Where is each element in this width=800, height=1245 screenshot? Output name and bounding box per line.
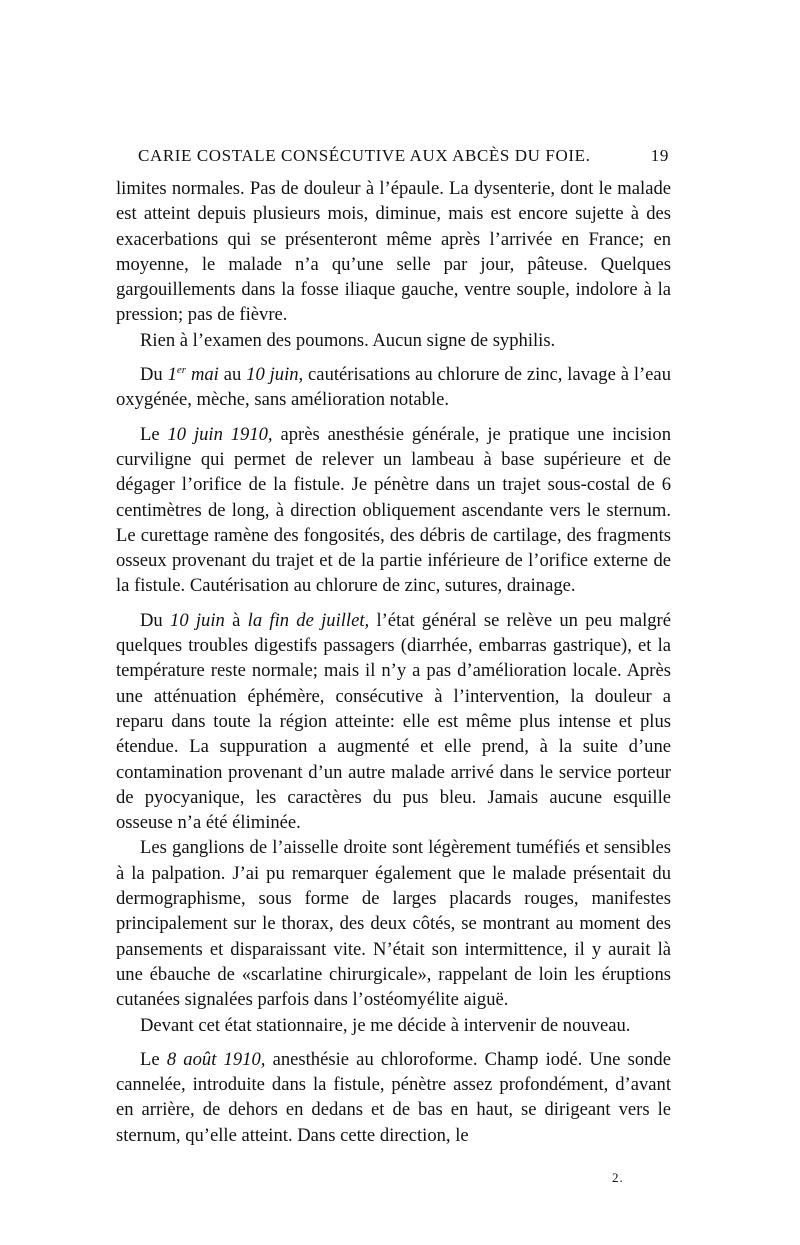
printer-signature: 2. (612, 1170, 624, 1185)
date-1-mai (168, 364, 219, 385)
paragraph-5-lead: Du (140, 609, 171, 631)
paragraph-3 (116, 362, 671, 413)
paragraph-8-lead: Le (140, 1048, 167, 1070)
paragraph-3-rest: cautérisations au chlorure de zinc, lavage à l’eau oxygénée, mèche, sans amélioration notable. (116, 364, 671, 411)
paragraph-1: limites normales. Pas de douleur à l’épaule. La dysenterie, dont le malade est atteint depuis plusieurs mois, diminue, mais est encore sujette à des exacerbations qui se présenteront même après l’arrivée en France; en moyenne, le malade n’a qu’une selle par jour, pâteuse. Quelques gargouillements dans la fosse iliaque gauche, ventre souple, indolore à la pression; pas de fièvre. (116, 178, 671, 326)
paragraph-2: Rien à l’examen des poumons. Aucun signe de syphilis. (140, 329, 556, 351)
paragraph-5-mid: à (224, 609, 248, 631)
page-number: 19 (650, 146, 669, 165)
date-1-mai-month: mai (186, 364, 219, 386)
date-fin-juillet: la fin de juillet, (247, 609, 370, 631)
page (116, 146, 671, 1148)
paragraph-4 (116, 422, 671, 599)
paragraph-8-rest: anesthésie au chloroforme. Champ iodé. Une sonde cannelée, introduite dans la fistule, pénètre assez profondément, d’avant en arrière, de dehors en dedans et de bas en haut, se dirigeant vers le sternum, qu’elle atteint. Dans cette direction, le (116, 1048, 671, 1146)
date-10-juin-b: 10 juin (170, 609, 225, 631)
paragraph-5 (116, 608, 671, 836)
body-text (116, 176, 671, 1148)
date-10-juin-1910: 10 juin 1910, (167, 423, 273, 445)
paragraph-3-lead-b: au (218, 364, 247, 386)
paragraph-6: Les ganglions de l’aisselle droite sont légèrement tuméfiés et sensibles à la palpation. J’ai pu remarquer également que le malade présentait du dermographisme, sous forme de larges placards rouges, manifestes principalement sur le thorax, des deux côtés, se montrant au moment des pansements et disparaissant vite. N’était son intermittence, il y aurait là une ébauche de «scarlatine chirurgicale», rappelant de loin les éruptions cutanées signalées parfois dans l’ostéomyélite aiguë. (116, 837, 671, 1011)
date-8-aout-1910: 8 août 1910, (166, 1048, 266, 1070)
date-1-mai-day: 1 (167, 364, 177, 386)
paragraph-4-rest: après anesthésie générale, je pratique une incision curviligne qui permet de relever un lambeau à base supérieure et de dégager l’orifice de la fistule. Je pénètre dans un trajet sous-costal de 6 centimètres de long, à direction obliquement ascendante vers le sternum. Le curettage ramène des fongosités, des débris de cartilage, des fragments osseux provenant du trajet et de la partie inférieure de l’orifice externe de la fistule. Cautérisation au chlorure de zinc, sutures, drainage. (116, 423, 671, 597)
paragraph-8 (116, 1047, 671, 1148)
running-title: CARIE COSTALE CONSÉCUTIVE AUX ABCÈS DU FOIE. (138, 146, 591, 165)
paragraph-5-rest: l’état général se relève un peu malgré quelques troubles digestifs passagers (diarrhée, embarras gastrique), et la température reste normale; mais il n’y a pas d’amélioration locale. Après une atténuation éphémère, consécutive à l’intervention, la douleur a reparu dans toute la région atteinte: elle est même plus intense et plus étendue. La suppuration a augmenté et elle prend, à la suite d’une contamination provenant d’un autre malade arrivé dans le service porteur de pyocyanique, les caractères du pus bleu. Jamais aucune esquille osseuse n’a été éliminée. (116, 609, 672, 834)
paragraph-7: Devant cet état stationnaire, je me décide à intervenir de nouveau. (140, 1014, 631, 1036)
paragraph-4-lead: Le (140, 423, 168, 445)
running-head (116, 146, 671, 176)
date-10-juin: 10 juin, (246, 364, 304, 386)
paragraph-3-lead-a: Du (140, 364, 168, 386)
date-1-mai-sup: er (176, 363, 187, 376)
